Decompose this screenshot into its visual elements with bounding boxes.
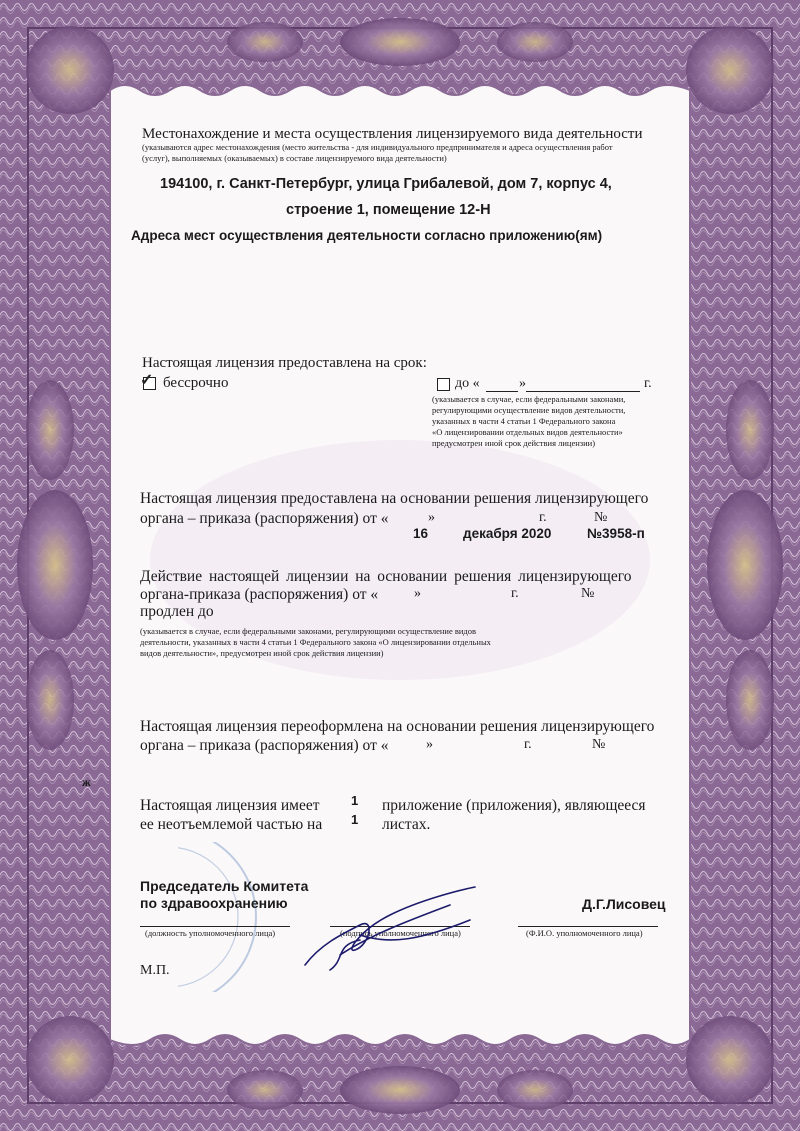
checkmark-icon: ✓ bbox=[140, 372, 154, 389]
until-date-line bbox=[526, 391, 640, 392]
reissue-number-sign: № bbox=[592, 737, 606, 752]
extension-note-3: видов деятельности», предусмотрен иной срок действия лицензии) bbox=[140, 648, 384, 658]
reissue-year-suffix: г. bbox=[524, 737, 532, 752]
caption-signature: (подпись уполномоченного лица) bbox=[340, 928, 461, 938]
until-checkbox[interactable] bbox=[437, 378, 450, 391]
activity-places: Адреса мест осуществления деятельности согласно приложению(ям) bbox=[131, 228, 603, 243]
stamp-place: М.П. bbox=[140, 963, 170, 978]
official-stamp bbox=[178, 842, 274, 992]
term-title: Настоящая лицензия предоставлена на срок: bbox=[142, 355, 427, 371]
location-title: Местонахождение и места осуществления лицензируемого вида деятельности bbox=[142, 126, 643, 142]
basis-line-2: органа – приказа (распоряжения) от « bbox=[140, 510, 389, 527]
extension-line-2: органа-приказа (распоряжения) от « bbox=[140, 586, 379, 603]
handwritten-signature bbox=[300, 875, 480, 975]
extension-quote-close: » bbox=[414, 586, 421, 601]
signer-name: Д.Г.Лисовец bbox=[582, 896, 666, 912]
extension-line-3: продлен до bbox=[140, 603, 214, 620]
unlimited-label: бессрочно bbox=[163, 375, 229, 391]
annex-right-1: приложение (приложения), являющееся bbox=[382, 797, 646, 814]
extension-number-sign: № bbox=[581, 586, 595, 601]
basis-line-1: Настоящая лицензия предоставлена на основании решения лицензирующего bbox=[140, 490, 649, 507]
annex-count-2: 1 bbox=[351, 812, 359, 827]
basis-day: 16 bbox=[413, 526, 429, 541]
annex-left-1: Настоящая лицензия имеет bbox=[140, 797, 320, 814]
until-note-2: регулирующими осуществление видов деятельности, bbox=[432, 405, 626, 415]
annex-count-1: 1 bbox=[351, 793, 359, 808]
extension-line-1: Действие настоящей лицензии на основании решения лицензирующего bbox=[140, 568, 632, 585]
signer-position-2: по здравоохранению bbox=[140, 895, 288, 911]
annex-right-2: листах. bbox=[382, 816, 431, 833]
until-prefix: до « bbox=[455, 376, 480, 391]
basis-month-year: декабря 2020 bbox=[463, 526, 552, 541]
basis-quote-close: » bbox=[428, 510, 435, 525]
basis-number: №3958-п bbox=[587, 526, 645, 541]
signer-position-1: Председатель Комитета bbox=[140, 878, 309, 894]
extension-year-suffix: г. bbox=[511, 586, 519, 601]
location-note-1: (указываются адрес местонахождения (место жительства - для индивидуального предпринимателя и адреса осуществления работ bbox=[142, 142, 613, 152]
address-line-1: 194100, г. Санкт-Петербург, улица Грибалевой, дом 7, корпус 4, bbox=[160, 176, 612, 192]
location-note-2: (услуг), выполняемых (оказываемых) в составе лицензируемого вида деятельности) bbox=[142, 153, 447, 163]
address-line-2: строение 1, помещение 12-Н bbox=[286, 202, 491, 218]
until-note-4: «О лицензировании отдельных видов деятельности» bbox=[432, 427, 623, 437]
basis-year-suffix: г. bbox=[539, 510, 547, 525]
until-mid: » bbox=[519, 376, 526, 391]
caption-name: (Ф.И.О. уполномоченного лица) bbox=[526, 928, 643, 938]
until-note-3: указанных в части 4 статьи 1 Федерального закона bbox=[432, 416, 616, 426]
margin-mark: ж bbox=[82, 775, 91, 789]
until-note-1: (указывается в случае, если федеральными законами, bbox=[432, 394, 626, 404]
extension-note-2: деятельности, указанных в части 4 статьи 1 Федерального закона «О лицензировании отдельных bbox=[140, 637, 491, 647]
extension-note-1: (указывается в случае, если федеральными законами, регулирующими осуществление видов bbox=[140, 626, 477, 636]
annex-left-2: ее неотъемлемой частью на bbox=[140, 816, 323, 833]
reissue-line-2: органа – приказа (распоряжения) от « bbox=[140, 737, 389, 754]
caption-position: (должность уполномоченного лица) bbox=[145, 928, 276, 938]
position-line bbox=[140, 926, 290, 927]
reissue-line-1: Настоящая лицензия переоформлена на основании решения лицензирующего bbox=[140, 718, 655, 735]
until-day-line bbox=[486, 391, 518, 392]
until-year-suffix: г. bbox=[644, 376, 652, 391]
reissue-quote-close: » bbox=[426, 737, 433, 752]
basis-number-sign: № bbox=[594, 510, 608, 525]
until-note-5: предусмотрен иной срок действия лицензии) bbox=[432, 438, 596, 448]
name-line bbox=[518, 926, 658, 927]
